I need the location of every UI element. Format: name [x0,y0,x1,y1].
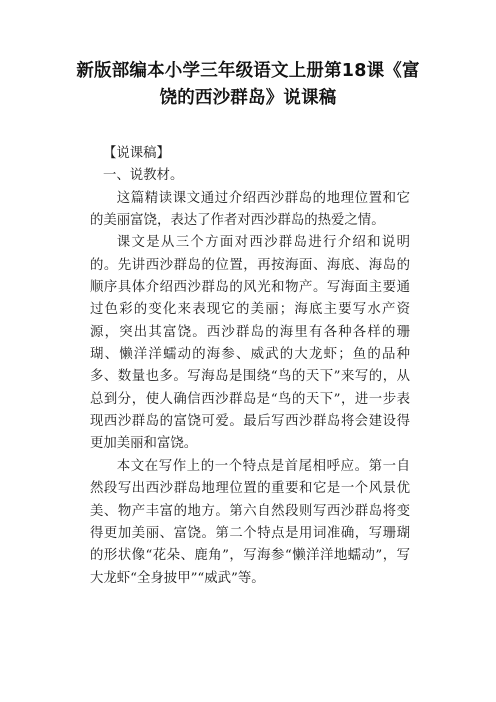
paragraph: 这篇精读课文通过介绍西沙群岛的地理位置和它的美丽富饶，表达了作者对西沙群岛的热爱之情。 [90,190,410,229]
document-body [90,143,410,590]
section-label: 【说课稿】 [103,146,170,161]
paragraph: 课文是从三个方面对西沙群岛进行介绍和说明的。先讲西沙群岛的位置，再按海面、海底、海岛的顺序具体介绍西沙群岛的风光和物产。写海面主要通过色彩的变化来表现它的美丽；海底主要写水产资源，突出其富饶。西沙群岛的海里有各种各样的珊瑚、懒洋洋蠕动的海参、威武的大龙虾；鱼的品种多、数量也多。写海岛是围绕“鸟的天下”来写的，从总到分，使人确信西沙群岛是“鸟的天下”，进一步表现西沙群岛的富饶可爱。最后写西沙群岛将会建设得更加美丽和富饶。 [90,235,410,452]
paragraph: 本文在写作上的一个特点是首尾相呼应。第一自然段写出西沙群岛地理位置的重要和它是一个风景优美、物产丰富的地方。第六自然段则写西沙群岛将变得更加美丽、富饶。第二个特点是用词准确，写珊瑚的形状像“花朵、鹿角”，写海参“懒洋洋地蠕动”，写大龙虾“全身披甲”“威武”等。 [90,458,410,586]
section-heading: 一、说教材。 [103,168,184,184]
document-title: 新版部编本小学三年级语文上册第18课《富饶的西沙群岛》说课稿 [76,61,420,108]
